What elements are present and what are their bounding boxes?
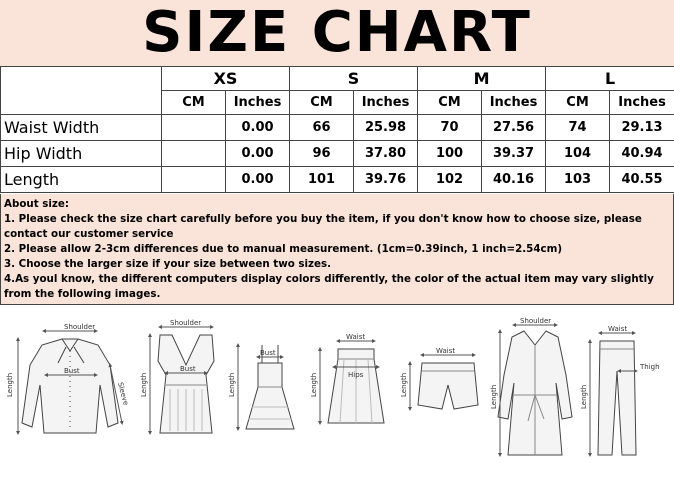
- page-title: SIZE CHART: [0, 0, 674, 66]
- table-cell: [162, 167, 226, 193]
- size-xs-header: XS: [162, 67, 290, 91]
- table-cell: 0.00: [226, 115, 290, 141]
- table-cell: 37.80: [354, 141, 418, 167]
- measure-label: Thigh: [639, 363, 660, 371]
- size-s-header: S: [290, 67, 418, 91]
- unit-header: Inches: [354, 91, 418, 115]
- row-label: Waist Width: [1, 115, 162, 141]
- table-cell: 40.16: [482, 167, 546, 193]
- table-cell: 103: [546, 167, 610, 193]
- size-l-header: L: [546, 67, 674, 91]
- table-cell: 39.37: [482, 141, 546, 167]
- measure-label: Hips: [348, 371, 364, 379]
- about-note: 4.As youl know, the different computers display colors differently, the color of the actual item may vary slightly from the following images.: [4, 272, 670, 302]
- measure-label: Bust: [180, 365, 196, 373]
- table-cell: 39.76: [354, 167, 418, 193]
- garment-diagrams: [0, 305, 674, 492]
- strap-dress-illustration: [238, 345, 294, 429]
- size-m-header: M: [418, 67, 546, 91]
- shorts-illustration: [410, 355, 478, 409]
- measure-label: Sleeve: [116, 381, 130, 406]
- table-cell: 0.00: [226, 141, 290, 167]
- unit-header: Inches: [610, 91, 674, 115]
- table-cell: 101: [290, 167, 354, 193]
- table-row: [1, 141, 674, 167]
- measure-label: Waist: [436, 347, 455, 355]
- about-heading: About size:: [4, 197, 670, 212]
- measure-label: Waist: [346, 333, 365, 341]
- tank-illustration: [150, 327, 214, 433]
- skirt-illustration: [320, 341, 384, 423]
- measure-label: Length: [310, 373, 318, 397]
- unit-header: CM: [418, 91, 482, 115]
- measure-label: Length: [580, 385, 588, 409]
- table-cell: 40.55: [610, 167, 674, 193]
- row-label: Hip Width: [1, 141, 162, 167]
- table-cell: 70: [418, 115, 482, 141]
- unit-header: CM: [162, 91, 226, 115]
- garment-illustrations: [0, 305, 674, 492]
- measure-label: Shoulder: [520, 317, 551, 325]
- unit-header: Inches: [482, 91, 546, 115]
- table-cell: [162, 141, 226, 167]
- unit-header: Inches: [226, 91, 290, 115]
- measure-label: Bust: [260, 349, 276, 357]
- about-note: 2. Please allow 2-3cm differences due to manual measurement. (1cm=0.39inch, 1 inch=2.54cm): [4, 242, 670, 257]
- coat-illustration: [498, 325, 572, 455]
- measure-label: Bust: [64, 367, 80, 375]
- about-note: 3. Choose the larger size if your size between two sizes.: [4, 257, 670, 272]
- table-cell: 29.13: [610, 115, 674, 141]
- table-row: [1, 167, 674, 193]
- measure-label: Length: [6, 373, 14, 397]
- table-cell: 100: [418, 141, 482, 167]
- size-table: [0, 66, 674, 193]
- pants-illustration: [590, 333, 636, 455]
- measure-label: Length: [228, 373, 236, 397]
- measure-label: Waist: [608, 325, 627, 333]
- measure-label: Shoulder: [170, 319, 201, 327]
- size-header-row: [1, 67, 674, 91]
- measure-label: Length: [400, 373, 408, 397]
- unit-header: CM: [290, 91, 354, 115]
- row-label: Length: [1, 167, 162, 193]
- corner-cell: [1, 67, 162, 115]
- about-note: 1. Please check the size chart carefully before you buy the item, if you don't know how to choose size, please contact our customer service: [4, 212, 670, 242]
- table-row: [1, 115, 674, 141]
- table-cell: 66: [290, 115, 354, 141]
- blouse-illustration: [18, 331, 122, 433]
- table-cell: 27.56: [482, 115, 546, 141]
- measure-label: Length: [490, 385, 498, 409]
- unit-header: CM: [546, 91, 610, 115]
- about-size-section: [0, 194, 674, 305]
- measure-label: Shoulder: [64, 323, 95, 331]
- table-cell: 74: [546, 115, 610, 141]
- table-cell: 25.98: [354, 115, 418, 141]
- table-cell: 0.00: [226, 167, 290, 193]
- table-cell: 40.94: [610, 141, 674, 167]
- table-cell: 104: [546, 141, 610, 167]
- table-cell: [162, 115, 226, 141]
- table-cell: 96: [290, 141, 354, 167]
- measure-label: Length: [140, 373, 148, 397]
- table-cell: 102: [418, 167, 482, 193]
